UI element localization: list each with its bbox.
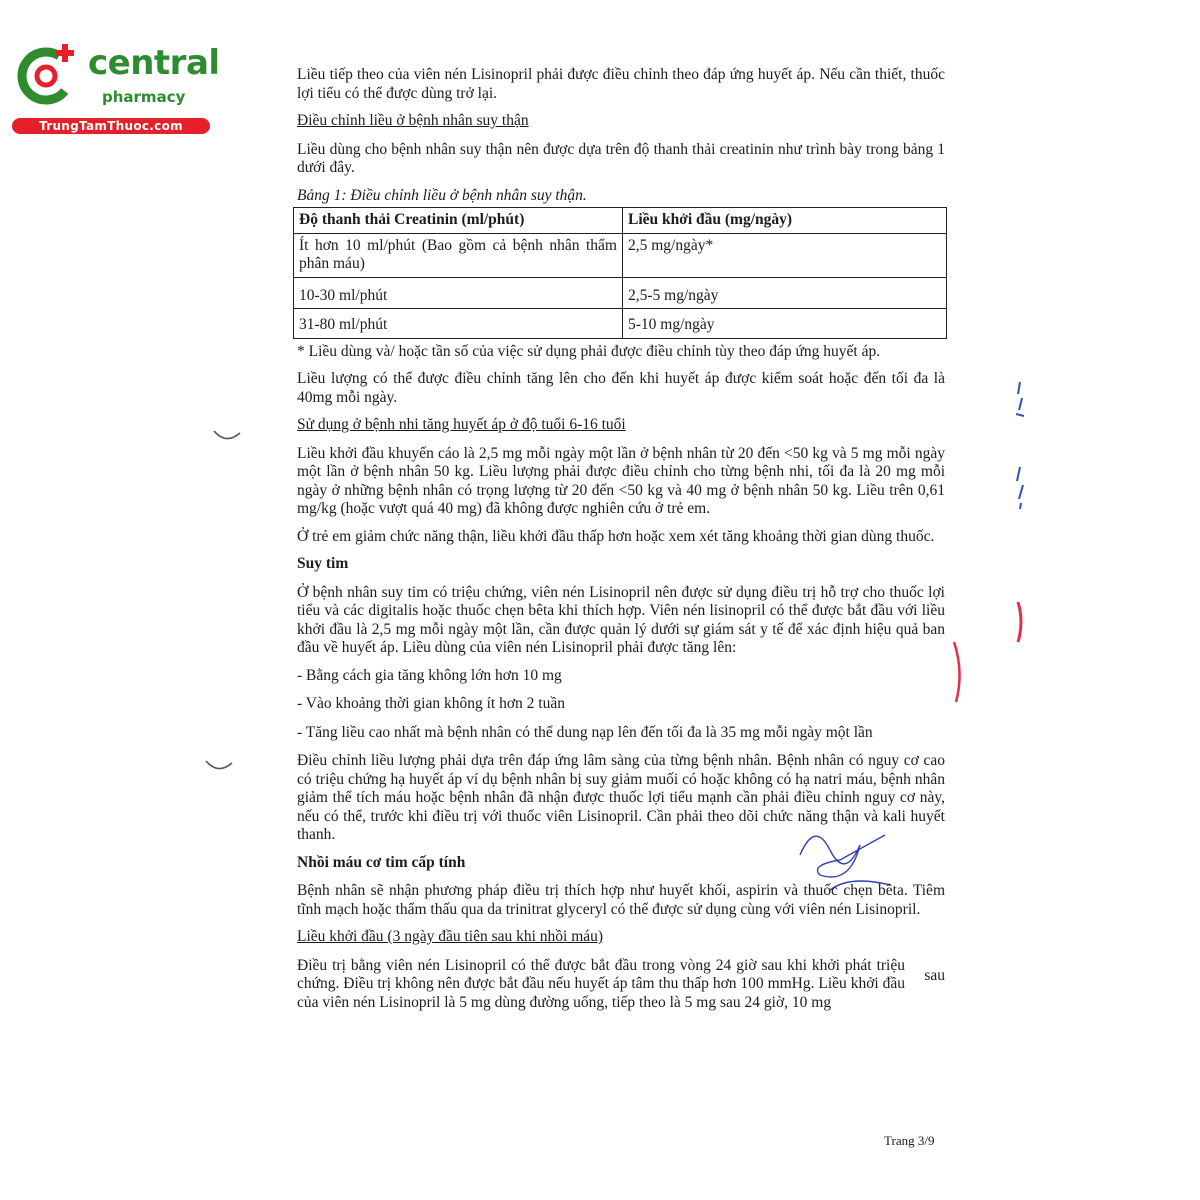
logo-mark-icon (12, 38, 84, 110)
ink-mark-icon (1012, 380, 1028, 420)
table-cell: 31-80 ml/phút (294, 309, 623, 339)
hole-punch-mark-icon (204, 755, 234, 777)
paragraph: Bệnh nhân sẽ nhận phương pháp điều trị thích hợp như huyết khối, aspirin và thuốc chẹn bêta. Tiêm tĩnh mạch hoặc thẩm thấu qua da trinitrat glyceryl có thể được sử dụng cùng với viên nén Lisinopril. (297, 882, 945, 918)
table-cell: 2,5 mg/ngày* (623, 233, 947, 277)
paragraph: Liều dùng cho bệnh nhân suy thận nên được dựa trên độ thanh thải creatinin như trình bày trong bảng 1 dưới đây. (297, 140, 945, 176)
paragraph: Liều khởi đầu khuyến cáo là 2,5 mg mỗi ngày một lần ở bệnh nhân từ 20 đến <50 kg và 5 mg mỗi ngày một lần ở bệnh nhân 50 kg. Liều lượng phải được điều chỉnh cho từng bệnh nhi, tối đa là 20 mg mỗi ngày ở những bệnh nhân có trọng lượng từ 20 đến <50 kg và 40 mg ở bệnh nhân 50 kg. Liều trên 0,61 mg/kg (hoặc vượt quá 40 mg) đã không được nghiên cứu ở trẻ em. (297, 444, 945, 517)
table-header-row (294, 208, 947, 234)
brand-name: central (88, 43, 220, 83)
paragraph: Điều trị bằng viên nén Lisinopril có thể được bắt đầu trong vòng 24 giờ sau khi khởi phát triệu chứng. Điều trị không nên được bắt đầu nếu huyết áp tâm thu thấp hơn 100 mmHg. Liều khởi đầu của viên nén Lisinopril là 5 mg dùng đường uống, tiếp theo là 5 mg sau 24 giờ, 10 mg (297, 956, 905, 1011)
table-cell: 10-30 ml/phút (294, 277, 623, 309)
brand-site: TrungTamThuoc.com (12, 118, 210, 134)
page-number: Trang 3/9 (884, 1133, 935, 1148)
paragraph-last (297, 957, 945, 1013)
list-item: - Tăng liều cao nhất mà bệnh nhân có thể dung nạp lên đến tối đa là 35 mg mỗi ngày một lần (297, 723, 873, 741)
table-caption: Bảng 1: Điều chỉnh liều ở bệnh nhân suy thận. (297, 186, 587, 204)
red-ink-mark-icon (1012, 600, 1026, 645)
table-cell: 5-10 mg/ngày (623, 309, 947, 339)
section-heading-pediatric: Sử dụng ở bệnh nhi tăng huyết áp ở độ tuổi 6-16 tuổi (297, 416, 626, 433)
section-heading-renal: Điều chỉnh liều ở bệnh nhân suy thận (297, 112, 529, 129)
paragraph: Ở trẻ em giảm chức năng thận, liều khởi đầu thấp hơn hoặc xem xét tăng khoảng thời gian dùng thuốc. (297, 527, 935, 545)
section-heading-mi: Nhồi máu cơ tim cấp tính (297, 853, 466, 871)
red-ink-mark-icon (950, 640, 964, 705)
table-cell: 2,5-5 mg/ngày (623, 277, 947, 309)
ink-mark-icon (1012, 465, 1028, 510)
table-row (294, 277, 947, 309)
section-heading-heart-failure: Suy tim (297, 555, 349, 572)
list-item: - Vào khoảng thời gian không ít hơn 2 tuần (297, 695, 565, 712)
brand-sub: pharmacy (102, 88, 186, 106)
paragraph: Điều chỉnh liều lượng phải dựa trên đáp ứng lâm sàng của từng bệnh nhân. Bệnh nhân có nguy cơ cao có triệu chứng hạ huyết áp ví dụ bệnh nhân bị suy giảm muối có hoặc không có hạ natri máu, bệnh nhân giảm thể tích máu hoặc bệnh nhân đã nhận được thuốc lợi tiểu mạnh cần phải điều chỉnh nguy cơ này, nếu có thể, trước khi điều trị với thuốc viên Lisinopril. Cần phải theo dõi chức năng thận và kali huyết thanh. (297, 752, 945, 843)
hole-punch-mark-icon (212, 425, 242, 447)
brand-logo (12, 38, 220, 138)
table-row (294, 233, 947, 277)
paragraph: Liều lượng có thể được điều chỉnh tăng lên cho đến khi huyết áp được kiểm soát hoặc đến tối đa là 40mg mỗi ngày. (297, 370, 945, 406)
table-header-cell: Độ thanh thải Creatinin (ml/phút) (294, 208, 623, 234)
dose-table (293, 207, 947, 339)
paragraph-tail: sau (924, 966, 945, 984)
paragraph: Ở bệnh nhân suy tim có triệu chứng, viên nén Lisinopril nên được sử dụng điều trị hỗ trợ cho thuốc lợi tiểu và các digitalis hoặc thuốc chẹn bêta khi thích hợp. Viên nén lisinopril có thể được bắt đầu với liều khởi đầu là 2,5 mg mỗi ngày một lần, cần được quản lý dưới sự giám sát y tế để xác định hiệu quả ban đầu về huyết áp. Liều dùng của viên nén Lisinopril phải được tăng lên: (297, 583, 945, 656)
section-heading-initial-dose: Liều khởi đầu (3 ngày đầu tiên sau khi nhồi máu) (297, 928, 604, 945)
list-item: - Bằng cách gia tăng không lớn hơn 10 mg (297, 666, 562, 684)
table-row (294, 309, 947, 339)
table-footnote: * Liều dùng và/ hoặc tần số của việc sử dụng phải được điều chỉnh tùy theo đáp ứng huyết áp. (297, 342, 881, 360)
document-body (297, 66, 945, 1021)
paragraph: Liều tiếp theo của viên nén Lisinopril phải được điều chỉnh theo đáp ứng huyết áp. Nếu cần thiết, thuốc lợi tiểu có thể được dùng trở lại. (297, 66, 945, 102)
table-cell: Ít hơn 10 ml/phút (Bao gồm cả bệnh nhân thẩm phân máu) (294, 233, 623, 277)
table-header-cell: Liều khởi đầu (mg/ngày) (623, 208, 947, 234)
